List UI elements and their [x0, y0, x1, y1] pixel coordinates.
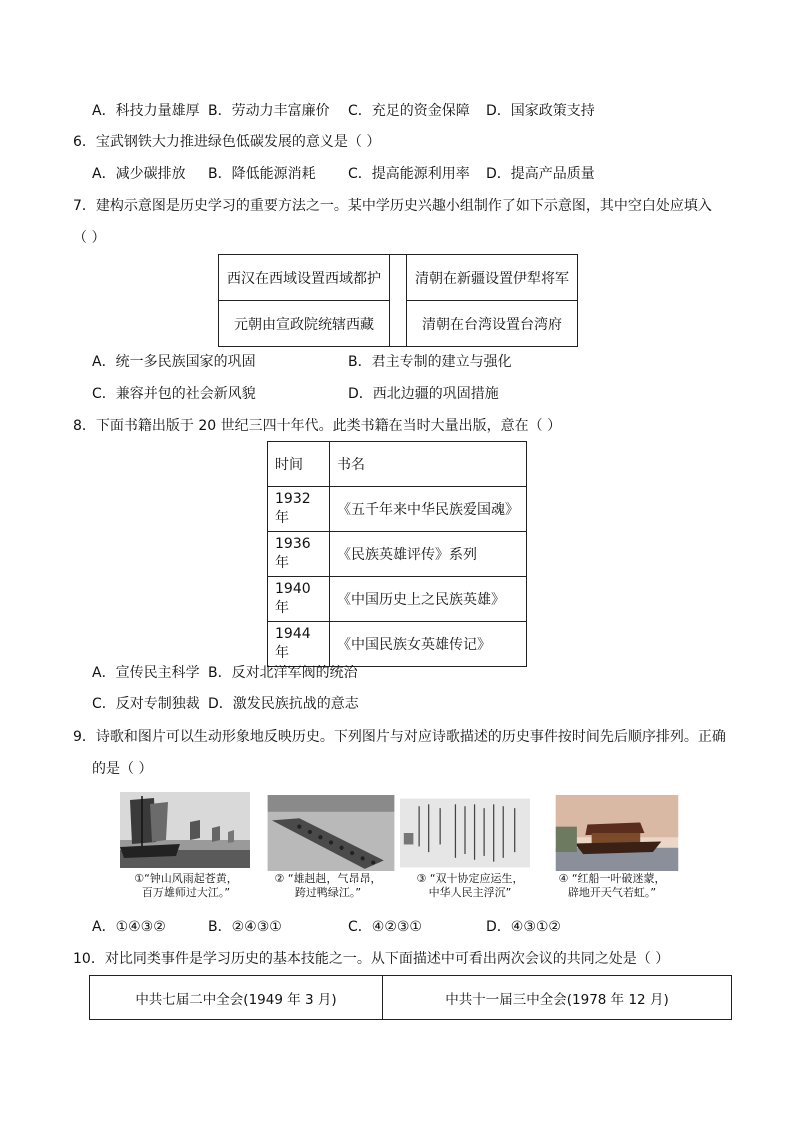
q9-stem-line2: 的是（ ）	[92, 761, 153, 777]
caption-2-line1: ② “雄赳赳，气昂昂，	[274, 872, 382, 885]
q8-option-c: C．反对专制独裁	[92, 696, 200, 712]
q7-diagram-table	[218, 254, 578, 347]
q7-option-d: D．西北边疆的巩固措施	[348, 386, 499, 402]
q6-stem: 6．宝武钢铁大力推进绿色低碳发展的意义是（ ）	[73, 134, 381, 150]
q7-option-b: B．君主专制的建立与强化	[348, 354, 512, 370]
river-crossing-image	[120, 792, 250, 868]
red-boat-image	[552, 795, 682, 871]
caption-3-line1: ③ “双十协定应运生，	[416, 872, 524, 885]
q8-cell-book: 《中国民族女英雄传记》	[330, 622, 527, 667]
q8-cell-book: 《民族英雄评传》系列	[330, 532, 527, 577]
q7-option-c: C．兼容并包的社会新风貌	[92, 386, 256, 402]
caption-1	[116, 872, 256, 900]
q10-col-eleventh-congress: 中共十一届三中全会(1978 年 12 月)	[383, 976, 732, 1020]
caption-4	[542, 872, 682, 900]
q6-option-c: C．提高能源利用率	[348, 166, 470, 182]
q8-book-table	[267, 441, 527, 667]
caption-1-line1: ①“钟山风雨起苍黄，	[134, 872, 238, 885]
table-row	[268, 532, 527, 577]
q7-cell-yuan: 元朝由宣政院统辖西藏	[219, 301, 390, 347]
q8-header-time: 时间	[268, 442, 330, 487]
q9-option-c: C．④②③①	[348, 919, 422, 935]
caption-4-line1: ④ “红船一叶破迷蒙，	[558, 872, 666, 885]
bridge-crossing-image	[266, 795, 396, 871]
table-row	[268, 487, 527, 532]
q5-option-b: B．劳动力丰富廉价	[208, 103, 330, 119]
q9-option-b: B．②④③①	[208, 919, 282, 935]
q7-stem-line1: 7．建构示意图是历史学习的重要方法之一。某中学历史兴趣小组制作了如下示意图，其中空白处应填入	[73, 198, 712, 214]
q6-option-b: B．降低能源消耗	[208, 166, 316, 182]
table-row	[268, 622, 527, 667]
q10-col-seventh-congress: 中共七届二中全会(1949 年 3 月)	[90, 976, 383, 1020]
q9-option-d: D．④③①②	[486, 919, 561, 935]
q8-cell-book: 《中国历史上之民族英雄》	[330, 577, 527, 622]
q5-option-c: C．充足的资金保障	[348, 103, 470, 119]
q8-option-d: D．激发民族抗战的意志	[208, 696, 359, 712]
q9-stem-line1: 9．诗歌和图片可以生动形象地反映历史。下列图片与对应诗歌描述的历史事件按时间先后顺序排列。正确	[73, 729, 726, 745]
caption-1-line2: 百万雄师过大江。”	[141, 886, 231, 899]
q8-cell-year: 1936 年	[268, 532, 330, 577]
q8-stem: 8．下面书籍出版于 20 世纪三四十年代。此类书籍在当时大量出版，意在（ ）	[73, 418, 562, 434]
caption-3-line2: 中华人民主浮沉”	[428, 886, 512, 899]
q7-stem-line2: （ ）	[73, 230, 106, 246]
agreement-document-image	[400, 795, 530, 871]
q8-option-b: B．反对北洋军阀的统治	[208, 665, 358, 681]
q8-option-a: A．宣传民主科学	[92, 665, 200, 681]
caption-4-line2: 辟地开天气若虹。”	[567, 886, 657, 899]
q7-cell-qing-taiwan: 清朝在台湾设置台湾府	[407, 301, 578, 347]
q7-blank-cell	[390, 255, 407, 347]
q7-cell-qing-xinjiang: 清朝在新疆设置伊犁将军	[407, 255, 578, 301]
q8-cell-book: 《五千年来中华民族爱国魂》	[330, 487, 527, 532]
q10-comparison-table	[89, 975, 732, 1020]
q8-header-title: 书名	[330, 442, 527, 487]
q8-cell-year: 1932 年	[268, 487, 330, 532]
q7-option-a: A．统一多民族国家的巩固	[92, 354, 256, 370]
q10-stem: 10．对比同类事件是学习历史的基本技能之一。从下面描述中可看出两次会议的共同之处是（ ）	[73, 951, 670, 967]
table-row	[268, 577, 527, 622]
caption-3	[400, 872, 540, 900]
q6-option-d: D．提高产品质量	[486, 166, 595, 182]
q9-option-a: A．①④③②	[92, 919, 166, 935]
caption-2-line2: 跨过鸭绿江。”	[294, 886, 362, 899]
q5-option-d: D．国家政策支持	[486, 103, 595, 119]
q8-cell-year: 1944 年	[268, 622, 330, 667]
table-header-row	[268, 442, 527, 487]
q5-option-a: A．科技力量雄厚	[92, 103, 200, 119]
q6-option-a: A．减少碳排放	[92, 166, 186, 182]
caption-2	[258, 872, 398, 900]
q8-cell-year: 1940 年	[268, 577, 330, 622]
q7-cell-xihan: 西汉在西域设置西域都护	[219, 255, 390, 301]
